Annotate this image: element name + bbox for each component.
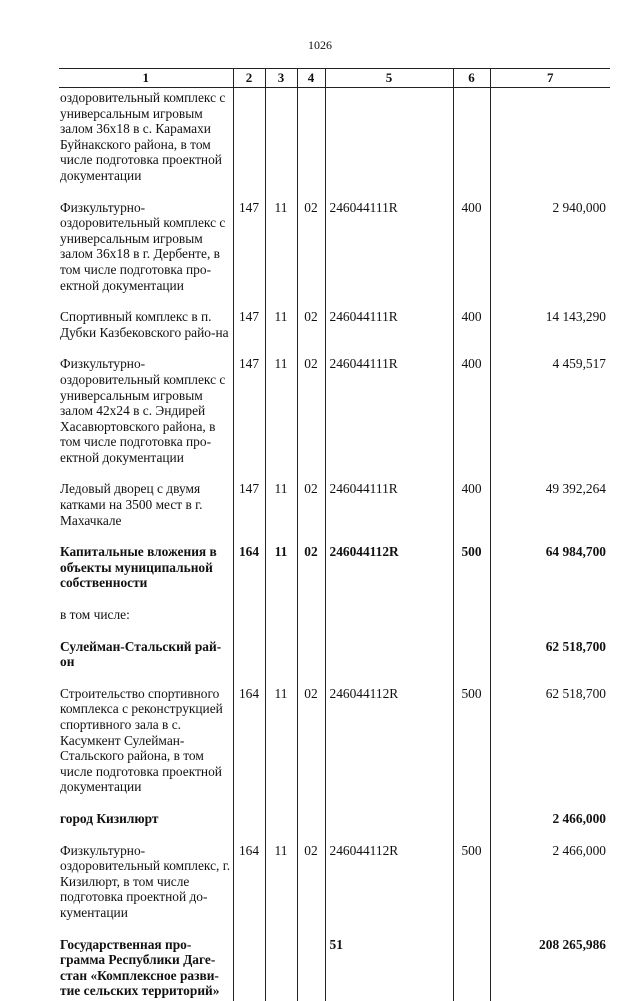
row-name: Физкультурно-оздоровительный комплекс с универсальным игровым залом 36х18 в г. Дербенте, в том числе подготовка про-ектной документации xyxy=(60,199,226,293)
row-col-4 xyxy=(297,809,325,841)
row-col-2: 147 xyxy=(233,479,265,542)
row-col-6 xyxy=(453,88,490,198)
row-col-7: 64 984,700 xyxy=(490,542,610,605)
row-col-7: 49 392,264 xyxy=(490,479,610,542)
row-name: в том числе: xyxy=(60,607,130,623)
row-col-7: 208 265,986 xyxy=(490,935,610,1001)
header-col-3: 3 xyxy=(265,69,297,88)
row-col-7: 2 940,000 xyxy=(490,198,610,308)
row-name: Физкультурно-оздоровительный комплекс с универсальным игровым залом 42х24 в с. Эндирей Хасавюртовского района, в том числе подготовка про-ектной документации xyxy=(60,356,226,465)
row-name: город Кизилюрт xyxy=(60,810,159,826)
row-col-7: 14 143,290 xyxy=(490,307,610,354)
row-col-4: 02 xyxy=(297,542,325,605)
row-col-2 xyxy=(233,88,265,198)
header-col-4: 4 xyxy=(297,69,325,88)
table-row xyxy=(59,809,610,841)
table-row xyxy=(59,88,610,198)
header-col-5: 5 xyxy=(325,69,453,88)
row-col-3: 11 xyxy=(265,198,297,308)
row-col-3: 11 xyxy=(265,479,297,542)
row-col-7: 62 518,700 xyxy=(490,637,610,684)
table-row xyxy=(59,198,610,308)
row-col-5: 246044112R xyxy=(325,684,453,809)
row-name: Капитальные вложения в объекты муниципальной собственности xyxy=(60,544,217,591)
table-row xyxy=(59,841,610,935)
row-col-7: 2 466,000 xyxy=(490,809,610,841)
row-col-6: 500 xyxy=(453,684,490,809)
row-col-2: 147 xyxy=(233,198,265,308)
row-col-2 xyxy=(233,605,265,637)
row-name: оздоровительный комплекс с универсальным игровым залом 36х18 в с. Карамахи Буйнакского района, в том числе подготовка проектной документации xyxy=(60,90,226,183)
row-col-5: 246044112R xyxy=(325,841,453,935)
header-col-2: 2 xyxy=(233,69,265,88)
table-row xyxy=(59,307,610,354)
row-col-6 xyxy=(453,935,490,1001)
row-col-4: 02 xyxy=(297,354,325,479)
row-col-5: 246044111R xyxy=(325,479,453,542)
row-col-5 xyxy=(325,637,453,684)
row-name: Сулейман-Стальский рай-он xyxy=(60,638,222,670)
budget-table xyxy=(59,68,610,1001)
row-col-5: 246044112R xyxy=(325,542,453,605)
row-col-6: 500 xyxy=(453,542,490,605)
row-col-6: 400 xyxy=(453,198,490,308)
row-col-4 xyxy=(297,605,325,637)
row-col-4: 02 xyxy=(297,198,325,308)
row-col-5: 246044111R xyxy=(325,198,453,308)
table-row xyxy=(59,684,610,809)
row-col-3 xyxy=(265,88,297,198)
table-row xyxy=(59,935,610,1001)
row-col-6 xyxy=(453,809,490,841)
table-row xyxy=(59,605,610,637)
row-col-7: 62 518,700 xyxy=(490,684,610,809)
row-col-3: 11 xyxy=(265,841,297,935)
row-name: Строительство спортивного комплекса с реконструкцией спортивного зала в с. Касумкент Сулейман-Стальского района, в том числе подготовка проектной документации xyxy=(60,685,223,795)
table-row xyxy=(59,354,610,479)
row-name: Ледовый дворец с двумя катками на 3500 мест в г. Махачкале xyxy=(60,481,203,528)
header-row xyxy=(59,69,610,88)
row-col-7 xyxy=(490,605,610,637)
row-col-4: 02 xyxy=(297,479,325,542)
row-col-3: 11 xyxy=(265,354,297,479)
row-col-2: 164 xyxy=(233,841,265,935)
row-col-2: 147 xyxy=(233,307,265,354)
header-col-1: 1 xyxy=(59,69,233,88)
table-row xyxy=(59,637,610,684)
row-col-5: 246044111R xyxy=(325,307,453,354)
row-col-4 xyxy=(297,88,325,198)
page-number: 1026 xyxy=(308,38,332,52)
row-col-5 xyxy=(325,605,453,637)
row-col-3: 11 xyxy=(265,542,297,605)
row-name: Государственная про-грамма Республики Даге-стан «Комплексное разви-тие сельских территорий» xyxy=(60,936,220,999)
row-col-2 xyxy=(233,809,265,841)
table-body xyxy=(59,88,610,1001)
row-col-6: 500 xyxy=(453,841,490,935)
row-col-7: 2 466,000 xyxy=(490,841,610,935)
row-col-4: 02 xyxy=(297,684,325,809)
row-col-5 xyxy=(325,809,453,841)
header-col-6: 6 xyxy=(453,69,490,88)
row-col-6: 400 xyxy=(453,307,490,354)
row-col-4 xyxy=(297,935,325,1001)
table-row xyxy=(59,542,610,605)
row-col-2 xyxy=(233,637,265,684)
row-col-3 xyxy=(265,935,297,1001)
row-col-6 xyxy=(453,637,490,684)
row-col-6: 400 xyxy=(453,354,490,479)
row-col-2: 164 xyxy=(233,542,265,605)
row-col-5: 51 xyxy=(325,935,453,1001)
row-col-3 xyxy=(265,637,297,684)
row-col-7 xyxy=(490,88,610,198)
row-col-2: 164 xyxy=(233,684,265,809)
row-col-2 xyxy=(233,935,265,1001)
row-col-4: 02 xyxy=(297,841,325,935)
row-col-2: 147 xyxy=(233,354,265,479)
row-col-5: 246044111R xyxy=(325,354,453,479)
row-name: Спортивный комплекс в п. Дубки Казбековского райо-на xyxy=(60,309,229,340)
table-row xyxy=(59,479,610,542)
row-name: Физкультурно-оздоровительный комплекс, г. Кизилюрт, в том числе подготовка проектной до-кументации xyxy=(60,842,231,920)
header-col-7: 7 xyxy=(490,69,610,88)
row-col-3: 11 xyxy=(265,684,297,809)
row-col-5 xyxy=(325,88,453,198)
row-col-4 xyxy=(297,637,325,684)
row-col-7: 4 459,517 xyxy=(490,354,610,479)
row-col-6: 400 xyxy=(453,479,490,542)
row-col-3 xyxy=(265,605,297,637)
row-col-6 xyxy=(453,605,490,637)
row-col-3: 11 xyxy=(265,307,297,354)
row-col-4: 02 xyxy=(297,307,325,354)
row-col-3 xyxy=(265,809,297,841)
